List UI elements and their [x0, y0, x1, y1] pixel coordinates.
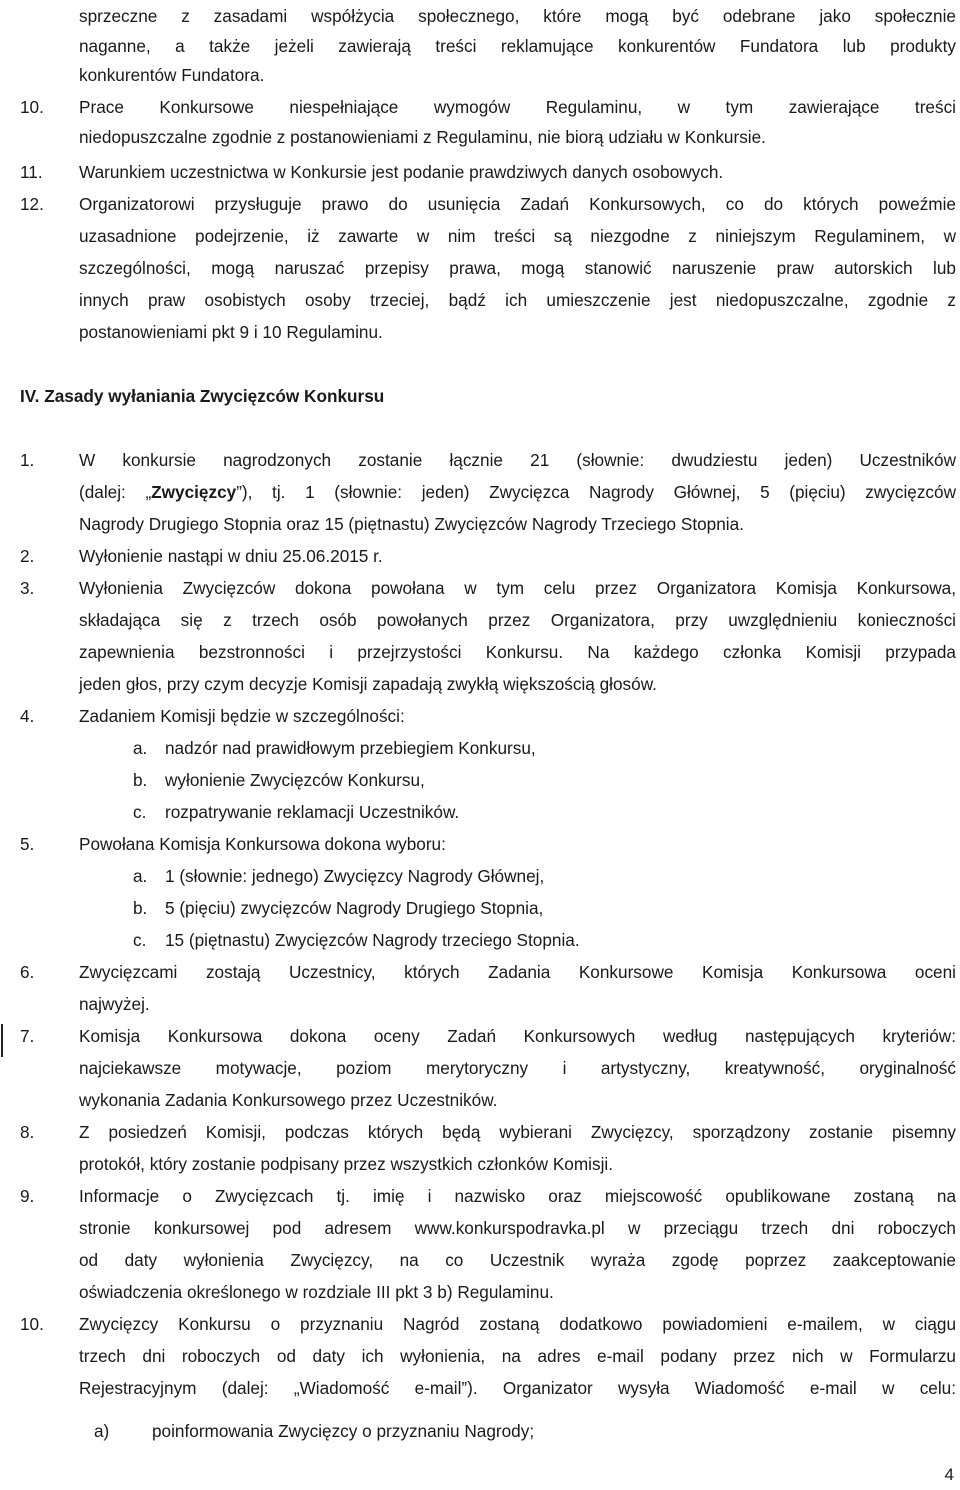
- section-heading-text: IV. Zasady wyłaniania Zwycięzców Konkursu: [20, 386, 385, 406]
- list-item: [0, 828, 960, 860]
- line-text: uzasadnione podejrzenie, iż zawarte w nim treści są niezgodne z niniejszym Regulaminem, w: [79, 226, 956, 246]
- sub-item-letter: a.: [133, 866, 148, 886]
- text-line: [0, 1244, 960, 1276]
- line-text: Organizatorowi przysługuje prawo do usunięcia Zadań Konkursowych, co do których poweźmie: [79, 194, 956, 214]
- line-text: szczególności, mogą naruszać przepisy prawa, mogą stanowić naruszenie praw autorskich lub: [79, 258, 956, 278]
- line-text: najciekawsze motywacje, poziom merytoryczny i artystyczny, kreatywność, oryginalność: [79, 1058, 956, 1078]
- text-line: [0, 508, 960, 540]
- item-number: 5.: [20, 834, 35, 854]
- list-item: [0, 956, 960, 988]
- text-line: [0, 1052, 960, 1084]
- list-item: [0, 188, 960, 220]
- line-text: oświadczenia określonego w rozdziale III pkt 3 b) Regulaminu.: [79, 1282, 554, 1302]
- item-number: 12.: [20, 194, 44, 214]
- line-text: Wyłonienie nastąpi w dniu 25.06.2015 r.: [79, 546, 383, 566]
- sub-item-letter: a): [94, 1421, 110, 1441]
- item-number: 4.: [20, 706, 35, 726]
- text-line: [0, 1212, 960, 1244]
- list-item: [0, 1180, 960, 1212]
- sub-item-letter: b.: [133, 898, 148, 918]
- line-text: Komisja Konkursowa dokona oceny Zadań Konkursowych według następujących kryteriów:: [79, 1026, 956, 1046]
- line-text: składająca się z trzech osób powołanych przez Organizatora, przy uwzględnieniu konieczności: [79, 610, 956, 630]
- sub-list-item: [0, 1415, 960, 1447]
- sub-item-letter: a.: [133, 738, 148, 758]
- sub-item-letter: c.: [133, 802, 147, 822]
- line-text: [79, 476, 956, 508]
- list-item: [0, 540, 960, 572]
- list-item: [0, 156, 960, 188]
- line-text: sprzeczne z zasadami współżycia społecznego, które mogą być odebrane jako społecznie: [79, 6, 956, 26]
- list-item: [0, 1020, 960, 1052]
- line-text: W konkursie nagrodzonych zostanie łącznie 21 (słownie: dwudziestu jeden) Uczestników: [79, 450, 956, 470]
- line-text: stronie konkursowej pod adresem www.konkurspodravka.pl w przeciągu trzech dni roboczych: [79, 1218, 956, 1238]
- line-text: jeden głos, przy czym decyzje Komisji zapadają zwykłą większością głosów.: [79, 674, 657, 694]
- item-number: 7.: [20, 1026, 35, 1046]
- text-line: [0, 604, 960, 636]
- text-line: [0, 1084, 960, 1116]
- line-text: niedopuszczalne zgodnie z postanowieniami z Regulaminu, nie biorą udziału w Konkursie.: [79, 127, 766, 147]
- text-line: [0, 636, 960, 668]
- sub-item-text: 5 (pięciu) zwycięzców Nagrody Drugiego Stopnia,: [165, 898, 544, 918]
- line-text: Zwycięzcami zostają Uczestnicy, których Zadania Konkursowe Komisja Konkursowa oceni: [79, 962, 956, 982]
- sub-item-letter: b.: [133, 770, 148, 790]
- item-number: 8.: [20, 1122, 35, 1142]
- list-item: [0, 1308, 960, 1340]
- text-line: [0, 1148, 960, 1180]
- line-text: Nagrody Drugiego Stopnia oraz 15 (piętnastu) Zwycięzców Nagrody Trzeciego Stopnia.: [79, 514, 744, 534]
- line-text: naganne, a także jeżeli zawierają treści reklamujące konkurentów Fundatora lub produkty: [79, 36, 956, 56]
- line-text: konkurentów Fundatora.: [79, 65, 265, 85]
- item-number: 6.: [20, 962, 35, 982]
- item-number: 1.: [20, 450, 35, 470]
- text-line: [0, 988, 960, 1020]
- text-line: [0, 1340, 960, 1372]
- line-text: trzech dni roboczych od daty ich wyłonienia, na adres e-mail podany przez nich w Formularzu: [79, 1346, 956, 1366]
- page-number: 4: [944, 1465, 954, 1484]
- sub-item-text: poinformowania Zwycięzcy o przyznaniu Nagrody;: [152, 1421, 535, 1441]
- line-text: Informacje o Zwycięzcach tj. imię i nazwisko oraz miejscowość opublikowane zostaną na: [79, 1186, 956, 1206]
- list-item: [0, 444, 960, 476]
- section-heading: [0, 380, 960, 412]
- sub-item-text: 15 (piętnastu) Zwycięzców Nagrody trzeciego Stopnia.: [165, 930, 580, 950]
- line-text: innych praw osobistych osoby trzeciej, bądź ich umieszczenie jest niedopuszczalne, zgodnie z: [79, 290, 956, 310]
- defined-term: Zwycięzcy: [151, 482, 237, 502]
- line-text: Zadaniem Komisji będzie w szczególności:: [79, 706, 405, 726]
- line-text: postanowieniami pkt 9 i 10 Regulaminu.: [79, 322, 383, 342]
- text-line: [0, 220, 960, 252]
- text-line: [0, 284, 960, 316]
- sub-list-item: [0, 860, 960, 892]
- line-text: Zwycięzcy Konkursu o przyznaniu Nagród zostaną dodatkowo powiadomieni e-mailem, w ciągu: [79, 1314, 956, 1334]
- line-text: najwyżej.: [79, 994, 150, 1014]
- list-item: [0, 91, 960, 123]
- text-line: [0, 59, 960, 91]
- item-number: 11.: [20, 162, 43, 182]
- list-item: [0, 700, 960, 732]
- sub-item-text: wyłonienie Zwycięzców Konkursu,: [165, 770, 425, 790]
- text-line: [0, 668, 960, 700]
- line-text: Wyłonienia Zwycięzców dokona powołana w tym celu przez Organizatora Komisja Konkursowa,: [79, 578, 956, 598]
- sub-item-text: 1 (słownie: jednego) Zwycięzcy Nagrody Głównej,: [165, 866, 545, 886]
- item-number: 10.: [20, 97, 44, 117]
- line-text: Z posiedzeń Komisji, podczas których będą wybierani Zwycięzcy, sporządzony zostanie pisemny: [79, 1122, 956, 1142]
- item-number: 2.: [20, 546, 35, 566]
- sub-list-item: [0, 924, 960, 956]
- text-line: [0, 1276, 960, 1308]
- sub-list-item: [0, 764, 960, 796]
- line-text: protokół, który zostanie podpisany przez wszystkich członków Komisji.: [79, 1154, 613, 1174]
- item-number: 10.: [20, 1314, 44, 1334]
- text-line: [0, 30, 960, 62]
- text-line: [0, 476, 960, 508]
- sub-list-item: [0, 732, 960, 764]
- text-line: [0, 1372, 960, 1404]
- line-text: zapewnienia bezstronności i przejrzystości Konkursu. Na każdego członka Komisji przypada: [79, 642, 956, 662]
- text-line: [0, 0, 960, 32]
- sub-list-item: [0, 796, 960, 828]
- line-text: od daty wyłonienia Zwycięzcy, na co Uczestnik wyraża zgodę poprzez zaakceptowanie: [79, 1250, 956, 1270]
- text-run: (dalej: „: [79, 482, 152, 502]
- line-text: Powołana Komisja Konkursowa dokona wyboru:: [79, 834, 446, 854]
- line-text: Warunkiem uczestnictwa w Konkursie jest podanie prawdziwych danych osobowych.: [79, 162, 724, 182]
- margin-change-bar: [1, 1024, 3, 1057]
- text-line: [0, 121, 960, 153]
- text-run: ”), tj. 1 (słownie: jeden) Zwycięzca Nagrody Głównej, 5 (pięciu) zwycięzców: [236, 482, 956, 502]
- line-text: wykonania Zadania Konkursowego przez Uczestników.: [79, 1090, 498, 1110]
- sub-item-letter: c.: [133, 930, 147, 950]
- sub-item-text: rozpatrywanie reklamacji Uczestników.: [165, 802, 460, 822]
- text-line: [0, 316, 960, 348]
- line-text: Rejestracyjnym (dalej: „Wiadomość e-mail”). Organizator wysyła Wiadomość e-mail w celu:: [79, 1378, 956, 1398]
- line-text: Prace Konkursowe niespełniające wymogów Regulaminu, w tym zawierające treści: [79, 97, 956, 117]
- text-line: [0, 252, 960, 284]
- sub-list-item: [0, 892, 960, 924]
- item-number: 9.: [20, 1186, 35, 1206]
- list-item: [0, 1116, 960, 1148]
- list-item: [0, 572, 960, 604]
- item-number: 3.: [20, 578, 35, 598]
- sub-item-text: nadzór nad prawidłowym przebiegiem Konkursu,: [165, 738, 536, 758]
